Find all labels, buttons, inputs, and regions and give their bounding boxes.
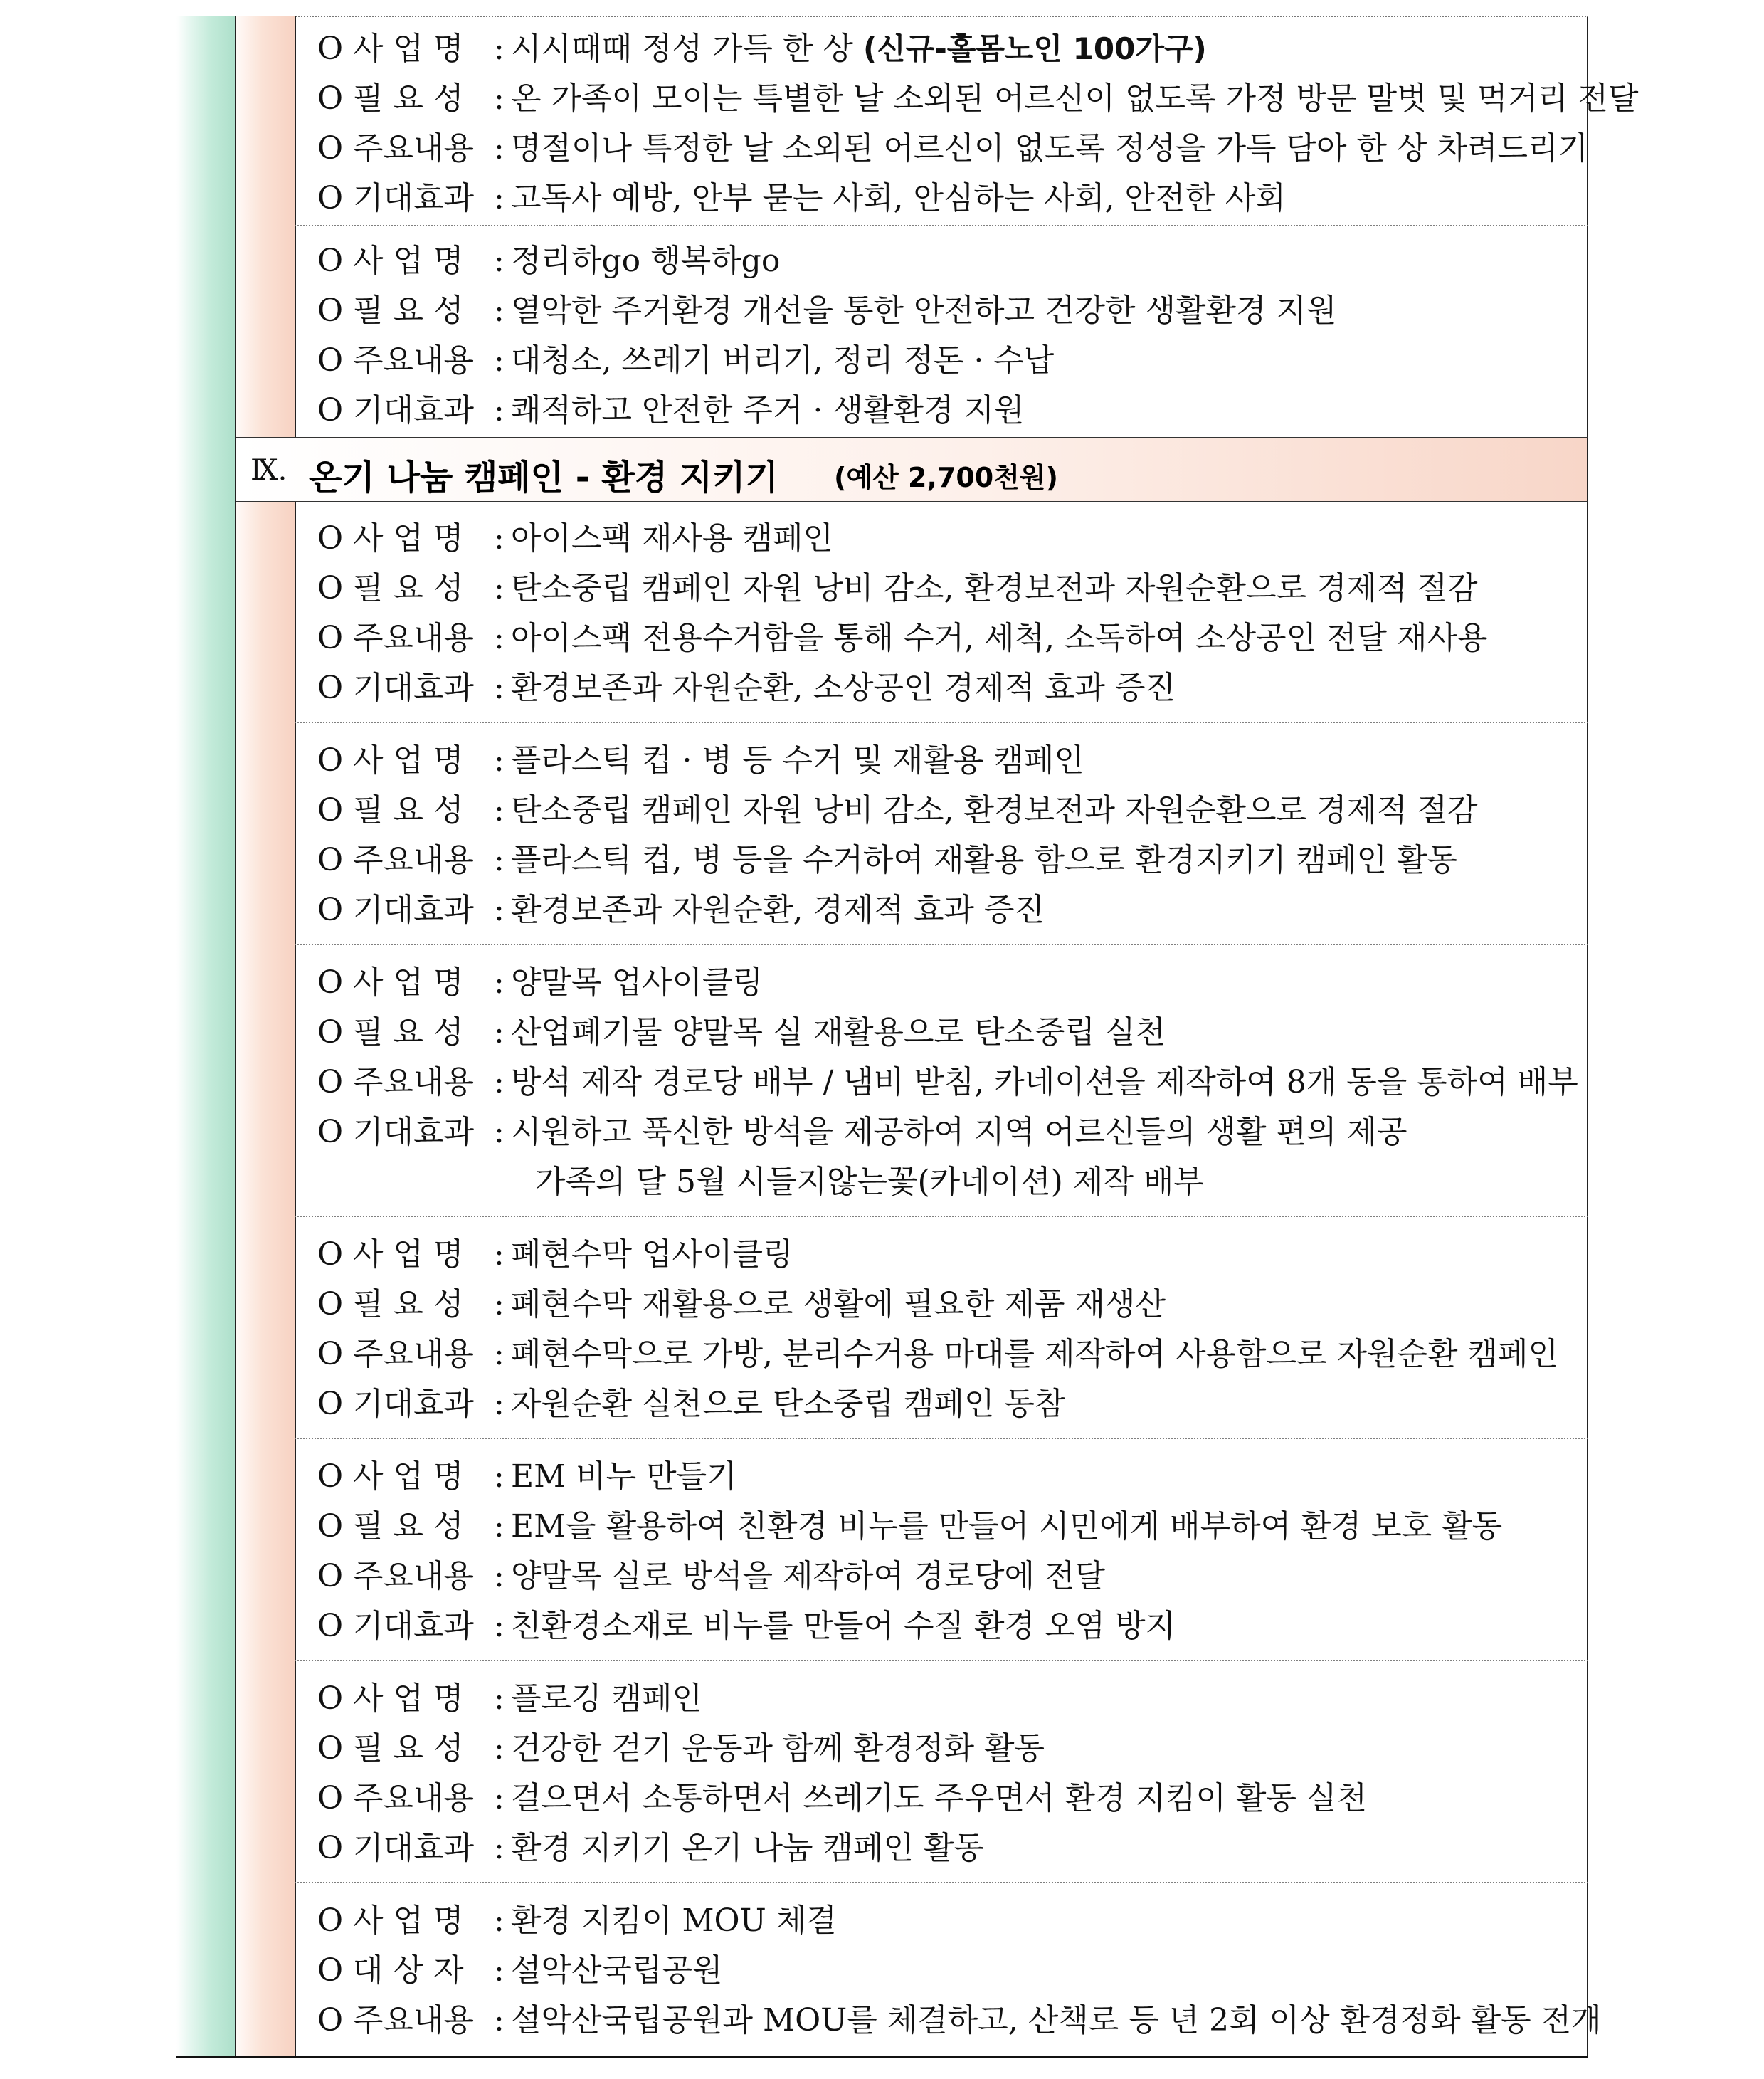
project-name-line: O 사 업 명 : 시시때때 정성 가득 한 상 (신규-홀몸노인 100가구) [317,24,1207,74]
project-name-line: O 사 업 명 : 양말목 업사이클링 [317,958,763,1008]
bullet-marker: O [317,620,344,656]
bullet-marker: O [317,842,344,878]
bullet-marker: O [317,1286,344,1322]
target-line: O 대 상 자 : 설악산국립공원 [317,1946,723,1996]
field-label: 사 업 명 [353,742,464,779]
need-line: O 필 요 성 : 열악한 주거환경 개선을 통한 안전하고 건강한 생활환경 지원 [317,286,1337,336]
project-block [295,1663,1588,1883]
field-value: 산업폐기물 양말목 실 재활용으로 탄소중립 실천 [511,1014,1166,1051]
field-label: 주요내용 [353,342,475,379]
content-line: O 주요내용 : 걸으면서 소통하면서 쓰레기도 주우면서 환경 지킴이 활동 실천 [317,1774,1367,1823]
effect-line: O 기대효과 : 고독사 예방, 안부 묻는 사회, 안심하는 사회, 안전한 사회 [317,174,1286,223]
bullet-marker: O [317,1336,344,1372]
need-line: O 필 요 성 : 온 가족이 모이는 특별한 날 소외된 어르신이 없도록 가정 방문 말벗 및 먹거리 전달 [317,74,1638,124]
content-line: O 주요내용 : 아이스팩 전용수거함을 통해 수거, 세척, 소독하여 소상공인 전달 재사용 [317,614,1487,663]
bullet-marker: O [317,1730,344,1767]
bullet-marker: O [317,1508,344,1544]
need-line: O 필 요 성 : 산업폐기물 양말목 실 재활용으로 탄소중립 실천 [317,1008,1166,1058]
bullet-marker: O [317,392,344,428]
content-line: O 주요내용 : 대청소, 쓰레기 버리기, 정리 정돈 · 수납 [317,336,1054,386]
field-value: 양말목 실로 방석을 제작하여 경로당에 전달 [511,1558,1106,1594]
field-value: 건강한 걷기 운동과 함께 환경정화 활동 [511,1730,1045,1767]
field-label: 필 요 성 [353,1014,464,1051]
field-value: EM 비누 만들기 [511,1458,737,1495]
field-value: 환경보존과 자원순환, 경제적 효과 증진 [511,892,1045,928]
field-value: 자원순환 실천으로 탄소중립 캠페인 동참 [511,1386,1065,1422]
left-green-margin [176,16,236,2058]
content-line: O 주요내용 : 폐현수막으로 가방, 분리수거용 마대를 제작하여 사용함으로 자원순환 캠페인 [317,1330,1558,1379]
need-line: O 필 요 성 : 폐현수막 재활용으로 생활에 필요한 제품 재생산 [317,1280,1166,1330]
bullet-marker: O [317,130,344,167]
content-line: O 주요내용 : 플라스틱 컵, 병 등을 수거하여 재활용 함으로 환경지키기 캠페인 활동 [317,836,1457,885]
bullet-marker: O [317,1386,344,1422]
effect-line: O 기대효과 : 환경보존과 자원순환, 소상공인 경제적 효과 증진 [317,663,1176,713]
need-line: O 필 요 성 : 건강한 걷기 운동과 함께 환경정화 활동 [317,1724,1045,1774]
field-label: 대 상 자 [353,1952,464,1989]
left-peach-margin [236,16,296,2058]
project-block [295,16,1639,226]
bullet-marker: O [317,342,344,379]
field-label: 사 업 명 [353,964,464,1001]
project-note: (신규-홀몸노인 100가구) [862,31,1207,66]
field-label: 기대효과 [353,1386,475,1422]
field-value: 열악한 주거환경 개선을 통한 안전하고 건강한 생활환경 지원 [511,293,1337,329]
field-value: 친환경소재로 비누를 만들어 수질 환경 오염 방지 [511,1608,1176,1644]
bullet-marker: O [317,520,344,557]
bullet-marker: O [317,2002,344,2038]
field-value: EM을 활용하여 친환경 비누를 만들어 시민에게 배부하여 환경 보호 활동 [511,1508,1503,1544]
project-block [295,725,1588,945]
field-label: 주요내용 [353,1558,475,1594]
content-line: O 주요내용 : 명절이나 특정한 날 소외된 어르신이 없도록 정성을 가득 담아 한 상 차려드리기 [317,124,1588,174]
bullet-marker: O [317,1064,344,1100]
field-value: 폐현수막 업사이클링 [511,1236,793,1273]
field-label: 필 요 성 [353,293,464,329]
section-title: 온기 나눔 캠페인 - 환경 지키기 [309,458,778,498]
field-label: 사 업 명 [353,1680,464,1717]
field-value: 환경 지키기 온기 나눔 캠페인 활동 [511,1830,984,1866]
bullet-marker: O [317,792,344,828]
field-value: 설악산국립공원 [511,1952,723,1989]
bullet-marker: O [317,1014,344,1051]
effect-line: O 기대효과 : 쾌적하고 안전한 주거 · 생활환경 지원 [317,386,1024,436]
field-value: 폐현수막 재활용으로 생활에 필요한 제품 재생산 [511,1286,1166,1322]
field-value: 쾌적하고 안전한 주거 · 생활환경 지원 [511,392,1025,428]
bullet-marker: O [317,1236,344,1273]
need-line: O 필 요 성 : EM을 활용하여 친환경 비누를 만들어 시민에게 배부하여 환경 보호 활동 [317,1502,1502,1552]
field-label: 주요내용 [353,842,475,878]
field-value: 아이스팩 재사용 캠페인 [511,520,834,557]
bullet-marker: O [317,243,344,279]
project-name-line: O 사 업 명 : 플라스틱 컵 · 병 등 수거 및 재활용 캠페인 [317,736,1084,786]
field-value: 플라스틱 컵, 병 등을 수거하여 재활용 함으로 환경지키기 캠페인 활동 [511,842,1457,878]
field-value: 환경보존과 자원순환, 소상공인 경제적 효과 증진 [511,670,1176,706]
section-budget: (예산 2,700천원) [834,462,1058,493]
bullet-marker: O [317,892,344,928]
bullet-marker: O [317,1558,344,1594]
field-value: 걸으면서 소통하면서 쓰레기도 주우면서 환경 지킴이 활동 실천 [511,1780,1368,1816]
field-value: 탄소중립 캠페인 자원 낭비 감소, 환경보전과 자원순환으로 경제적 절감 [511,792,1478,828]
bullet-marker: O [317,1780,344,1816]
field-label: 주요내용 [353,1336,475,1372]
document-page [176,16,1639,2058]
effect-line: O 기대효과 : 시원하고 푹신한 방석을 제공하여 지역 어르신들의 생활 편의 제공 [317,1107,1407,1157]
bullet-marker: O [317,1952,344,1989]
field-value: 환경 지킴이 MOU 체결 [511,1902,837,1939]
bullet-marker: O [317,293,344,329]
field-label: 기대효과 [353,392,475,428]
bullet-marker: O [317,670,344,706]
section-number: Ⅸ. [250,454,287,487]
field-label: 필 요 성 [353,80,464,117]
bullet-marker: O [317,570,344,606]
content-line: O 주요내용 : 방석 제작 경로당 배부 / 냄비 받침, 카네이션을 제작하여 8개 동을 통하여 배부 [317,1058,1578,1107]
field-value: 플라스틱 컵 · 병 등 수거 및 재활용 캠페인 [511,742,1084,779]
project-block [295,1219,1588,1439]
field-label: 기대효과 [353,1114,475,1150]
field-value: 폐현수막으로 가방, 분리수거용 마대를 제작하여 사용함으로 자원순환 캠페인 [511,1336,1559,1372]
field-label: 주요내용 [353,1780,475,1816]
bullet-marker: O [317,742,344,779]
effect-line: O 기대효과 : 친환경소재로 비누를 만들어 수질 환경 오염 방지 [317,1601,1176,1651]
field-value: 아이스팩 전용수거함을 통해 수거, 세척, 소독하여 소상공인 전달 재사용 [511,620,1488,656]
bullet-marker: O [317,180,344,216]
field-value: 방석 제작 경로당 배부 / 냄비 받침, 카네이션을 제작하여 8개 동을 통하여 배부 [511,1064,1578,1100]
field-label: 사 업 명 [353,1902,464,1939]
field-label: 사 업 명 [353,1236,464,1273]
field-label: 필 요 성 [353,1286,464,1322]
project-block [295,1441,1588,1661]
project-name-line: O 사 업 명 : 아이스팩 재사용 캠페인 [317,514,833,564]
bullet-marker: O [317,1458,344,1495]
content-line: O 주요내용 : 양말목 실로 방석을 제작하여 경로당에 전달 [317,1552,1105,1601]
bullet-marker: O [317,80,344,117]
effect-continuation: 가족의 달 5월 시들지않는꽃(카네이션) 제작 배부 [535,1164,1204,1200]
bullet-marker: O [317,1680,344,1717]
bullet-marker: O [317,1902,344,1939]
project-name-line: O 사 업 명 : 폐현수막 업사이클링 [317,1230,793,1280]
bullet-marker: O [317,1114,344,1150]
bottom-rule [176,2056,1588,2058]
field-label: 필 요 성 [353,792,464,828]
field-label: 사 업 명 [353,1458,464,1495]
project-block [295,228,1588,437]
field-value: 플로깅 캠페인 [511,1680,703,1717]
field-label: 기대효과 [353,670,475,706]
field-label: 사 업 명 [353,243,464,279]
field-label: 사 업 명 [353,520,464,557]
effect-line: O 기대효과 : 자원순환 실천으로 탄소중립 캠페인 동참 [317,1379,1065,1429]
field-value: 정리하go 행복하go [511,243,781,279]
field-label: 필 요 성 [353,1730,464,1767]
field-label: 기대효과 [353,180,475,216]
field-label: 필 요 성 [353,1508,464,1544]
field-value: 시원하고 푹신한 방석을 제공하여 지역 어르신들의 생활 편의 제공 [511,1114,1407,1150]
content-line: O 주요내용 : 설악산국립공원과 MOU를 체결하고, 산책로 등 년 2회 이상 환경정화 활동 전개 [317,1996,1602,2046]
field-label: 기대효과 [353,892,475,928]
field-value: 시시때때 정성 가득 한 상 [511,31,863,67]
project-name-line: O 사 업 명 : EM 비누 만들기 [317,1452,737,1502]
field-value: 온 가족이 모이는 특별한 날 소외된 어르신이 없도록 가정 방문 말벗 및 먹거리 전달 [511,80,1639,117]
field-label: 주요내용 [353,130,475,167]
need-line: O 필 요 성 : 탄소중립 캠페인 자원 낭비 감소, 환경보전과 자원순환으로 경제적 절감 [317,564,1478,614]
field-value: 대청소, 쓰레기 버리기, 정리 정돈 · 수납 [511,342,1055,379]
field-label: 기대효과 [353,1608,475,1644]
field-value: 고독사 예방, 안부 묻는 사회, 안심하는 사회, 안전한 사회 [511,180,1286,216]
field-label: 필 요 성 [353,570,464,606]
need-line: O 필 요 성 : 탄소중립 캠페인 자원 낭비 감소, 환경보전과 자원순환으로 경제적 절감 [317,786,1478,836]
effect-line: O 기대효과 : 환경보존과 자원순환, 경제적 효과 증진 [317,885,1045,935]
field-value: 양말목 업사이클링 [511,964,764,1001]
field-label: 사 업 명 [353,31,464,67]
field-value: 설악산국립공원과 MOU를 체결하고, 산책로 등 년 2회 이상 환경정화 활동 전개 [511,2002,1602,2038]
effect-line: O 기대효과 : 환경 지키기 온기 나눔 캠페인 활동 [317,1823,984,1873]
project-name-line: O 사 업 명 : 환경 지킴이 MOU 체결 [317,1896,837,1946]
project-name-line: O 사 업 명 : 플로깅 캠페인 [317,1674,702,1724]
field-label: 기대효과 [353,1830,475,1866]
field-label: 주요내용 [353,620,475,656]
bullet-marker: O [317,1830,344,1866]
project-block [295,502,1588,723]
section-header [236,437,1588,502]
bullet-marker: O [317,1608,344,1644]
project-block [295,947,1588,1217]
project-block [295,1885,1602,2056]
bullet-marker: O [317,31,344,67]
project-name-line: O 사 업 명 : 정리하go 행복하go [317,236,780,286]
field-value: 탄소중립 캠페인 자원 낭비 감소, 환경보전과 자원순환으로 경제적 절감 [511,570,1478,606]
field-value: 명절이나 특정한 날 소외된 어르신이 없도록 정성을 가득 담아 한 상 차려드리기 [511,130,1588,167]
field-label: 주요내용 [353,2002,475,2038]
bullet-marker: O [317,964,344,1001]
field-label: 주요내용 [353,1064,475,1100]
